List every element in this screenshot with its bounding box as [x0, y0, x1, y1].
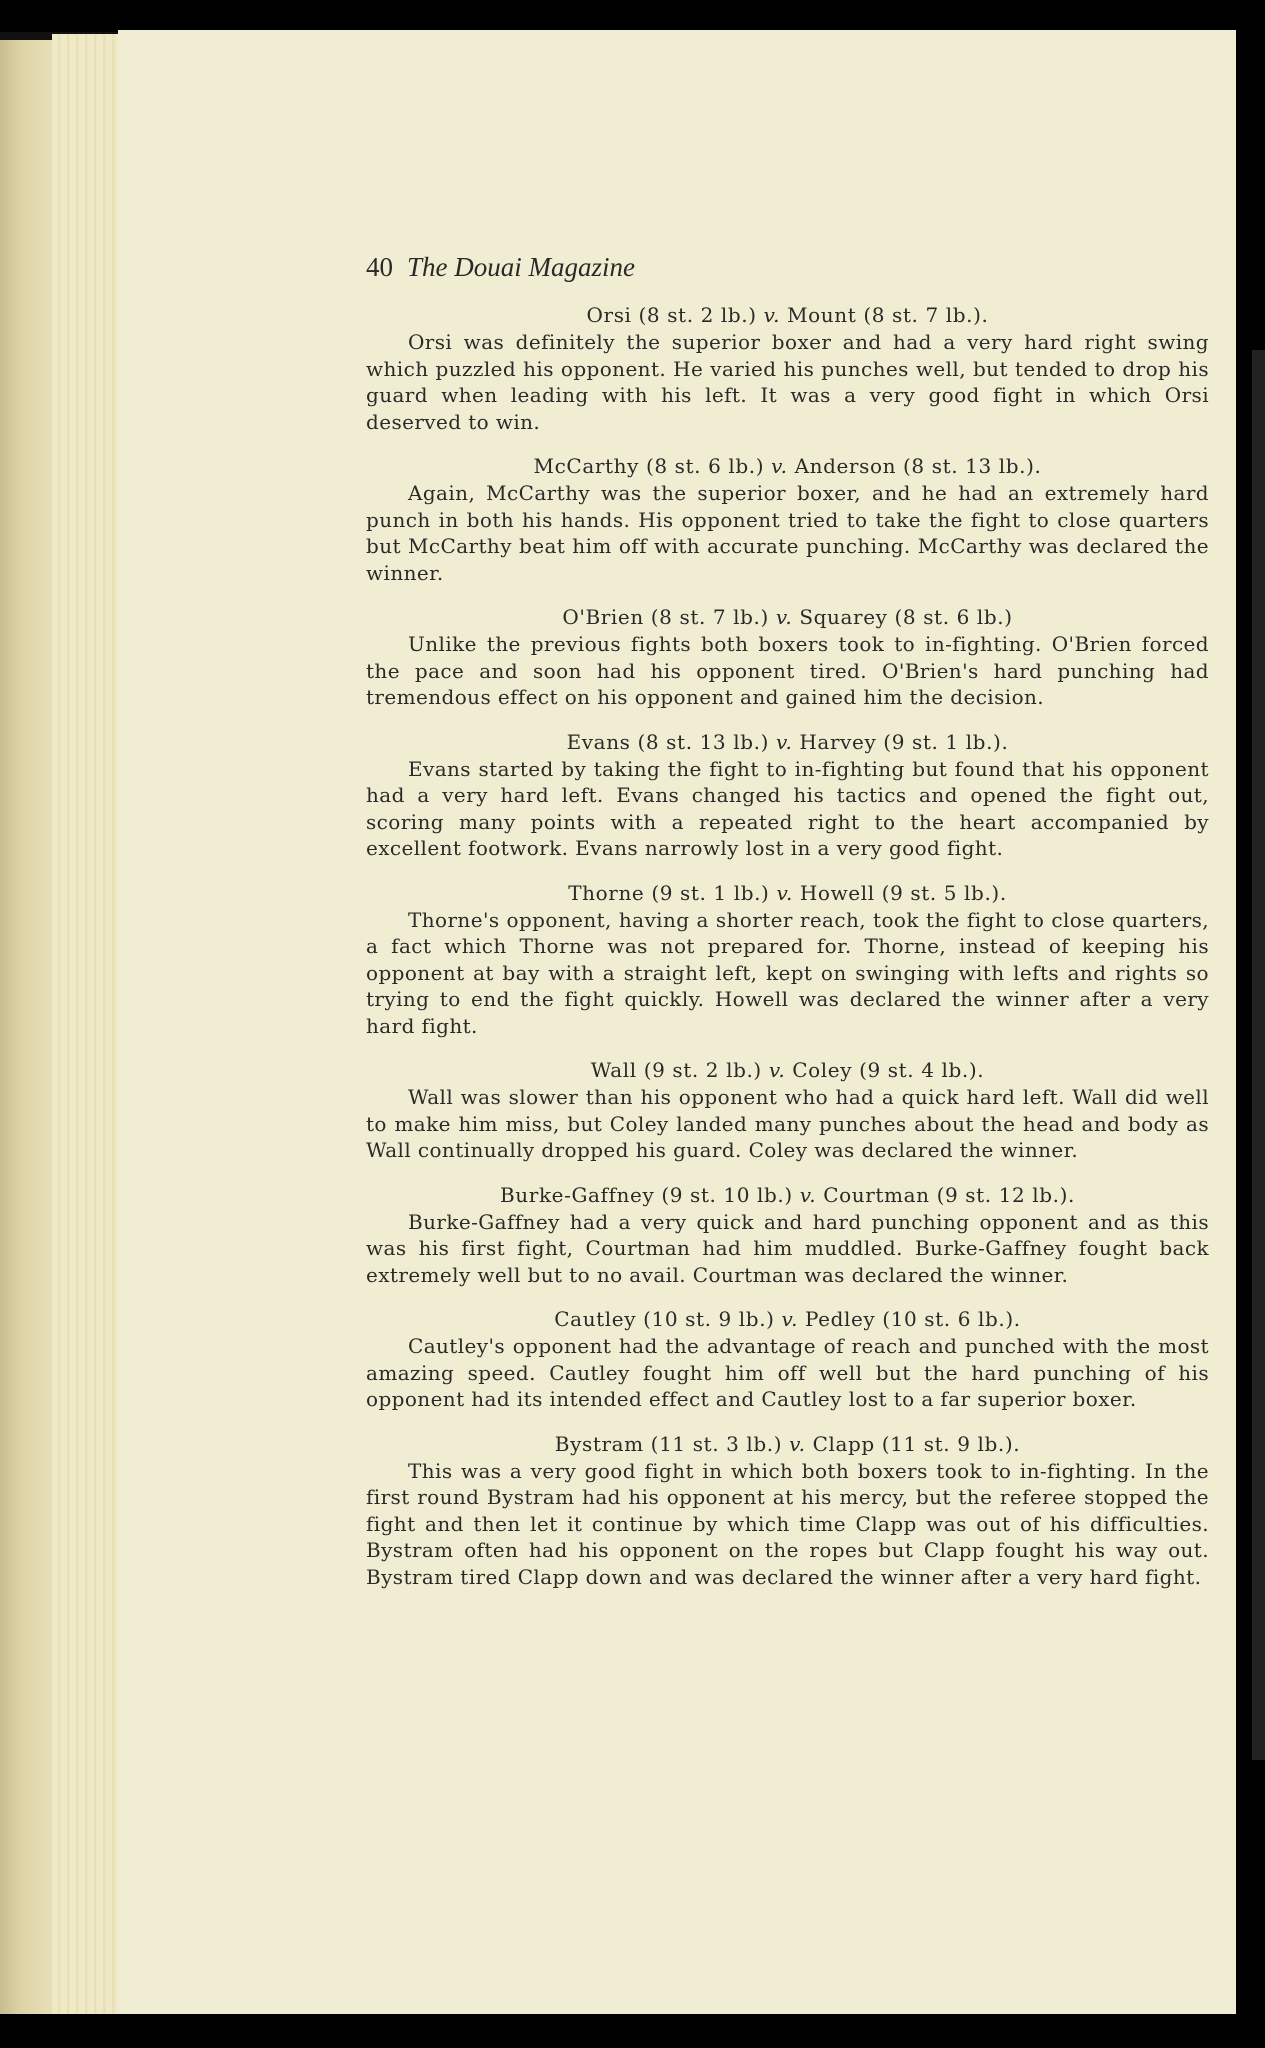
page-stack-edges [52, 34, 120, 2019]
versus-mark: v. [775, 729, 793, 754]
versus-mark: v. [763, 303, 781, 327]
bout-section [366, 729, 1209, 862]
boxer-a: Bystram (11 st. 3 lb.) [554, 1431, 783, 1456]
versus-mark: v. [775, 605, 793, 629]
bout-heading [366, 1306, 1209, 1333]
bout-section [366, 1306, 1209, 1413]
boxer-a: Thorne (9 st. 1 lb.) [568, 880, 770, 905]
scan-bottom-border [0, 2014, 1265, 2048]
bout-heading [366, 302, 1209, 329]
boxer-b: Squarey (8 st. 6 lb.) [799, 605, 1013, 629]
bout-heading [366, 1431, 1209, 1458]
bout-heading [366, 1057, 1209, 1084]
boxer-b: Mount (8 st. 7 lb.). [787, 303, 989, 327]
page-number: 40 [366, 252, 393, 282]
bout-section [366, 1057, 1209, 1164]
versus-mark: v. [776, 880, 793, 905]
boxing-results [366, 302, 1209, 1590]
boxer-a: O'Brien (8 st. 7 lb.) [562, 605, 769, 629]
versus-mark: v. [768, 1058, 786, 1082]
bout-report: Unlike the previous fights both boxers took to in-fighting. O'Brien forced the pace and soon had his opponent tired. O'Brien's hard punching had tremendous effect on his opponent and gained him the decision. [366, 632, 1209, 709]
bout-section [366, 604, 1209, 711]
boxer-a: Wall (9 st. 2 lb.) [590, 1058, 762, 1082]
boxer-b: Coley (9 st. 4 lb.). [792, 1058, 985, 1082]
bout-report: Evans started by taking the fight to in-fighting but found that his opponent had a very hard left. Evans changed his tactics and opened the fight out, scoring many points with a repeated right to the heart accompanied by excellent footwork. Evans narrowly lost in a very good fight. [366, 756, 1209, 860]
bout-report: Wall was slower than his opponent who had a quick hard left. Wall did well to make him miss, but Coley landed many punches about the head and body as Wall continually dropped his guard. Coley was declared the winner. [366, 1085, 1209, 1162]
boxer-b: Courtman (9 st. 12 lb.). [823, 1182, 1075, 1207]
boxer-a: Orsi (8 st. 2 lb.) [586, 303, 757, 327]
bout-heading [366, 604, 1209, 631]
bout-report: Again, McCarthy was the superior boxer, and he had an extremely hard punch in both his hands. His opponent tried to take the fight to close quarters but McCarthy beat him off with accurate punching. McCarthy was declared the winner. [366, 481, 1209, 585]
versus-mark: v. [799, 1182, 817, 1207]
magazine-title: The Douai Magazine [407, 252, 635, 282]
bout-heading [366, 729, 1209, 756]
boxer-a: Cautley (10 st. 9 lb.) [554, 1307, 775, 1331]
book-binding-edge [0, 40, 52, 2015]
running-header [366, 252, 1209, 290]
bout-report: Cautley's opponent had the advantage of reach and punched with the most amazing speed. Cautley fought him off well but the hard punching of his opponent had its intended effect and Cautley lost to a far superior boxer. [366, 1334, 1209, 1411]
versus-mark: v. [771, 454, 788, 478]
bout-report: Thorne's opponent, having a shorter reach, took the fight to close quarters, a fact which Thorne was not prepared for. Thorne, instead of keeping his opponent at bay with a straight left, kept on swinging with lefts and rights so trying to end the fight quickly. Howell was declared the winner after a very hard fight. [366, 907, 1209, 1038]
bout-section [366, 1431, 1209, 1591]
page-content [366, 252, 1209, 1608]
boxer-a: Evans (8 st. 13 lb.) [566, 729, 769, 754]
bout-heading [366, 880, 1209, 907]
bout-section [366, 1182, 1209, 1289]
bout-section [366, 302, 1209, 435]
boxer-b: Anderson (8 st. 13 lb.). [794, 454, 1042, 478]
versus-mark: v. [789, 1431, 806, 1456]
boxer-a: McCarthy (8 st. 6 lb.) [533, 454, 765, 478]
versus-mark: v. [781, 1307, 799, 1331]
bout-report: This was a very good fight in which both boxers took to in-fighting. In the first round Bystram had his opponent at his mercy, but the referee stopped the fight and then let it continue by which time Clapp was out of his difficulties. Bystram often had his opponent on the ropes but Clapp fought his way out. Bystram tired Clapp down and was declared the winner after a very hard fight. [366, 1458, 1209, 1589]
scan-top-border [0, 0, 1265, 32]
bout-report: Burke-Gaffney had a very quick and hard punching opponent and as this was his first fight, Courtman had him muddled. Burke-Gaffney fought back extremely well but to no avail. Courtman was declared the winner. [366, 1209, 1209, 1287]
boxer-b: Pedley (10 st. 6 lb.). [805, 1307, 1021, 1331]
boxer-b: Howell (9 st. 5 lb.). [799, 880, 1007, 905]
boxer-a: Burke-Gaffney (9 st. 10 lb.) [500, 1182, 793, 1207]
boxer-b: Harvey (9 st. 1 lb.). [799, 729, 1009, 754]
bout-heading [366, 1182, 1209, 1209]
bout-report: Orsi was definitely the superior boxer and had a very hard right swing which puzzled his opponent. He varied his punches well, but tended to drop his guard when leading with his left. It was a very good fight in which Orsi deserved to win. [366, 330, 1209, 434]
scan-right-tab [1252, 350, 1265, 1760]
bout-section [366, 453, 1209, 586]
bout-section [366, 880, 1209, 1040]
boxer-b: Clapp (11 st. 9 lb.). [812, 1431, 1021, 1456]
bout-heading [366, 453, 1209, 480]
